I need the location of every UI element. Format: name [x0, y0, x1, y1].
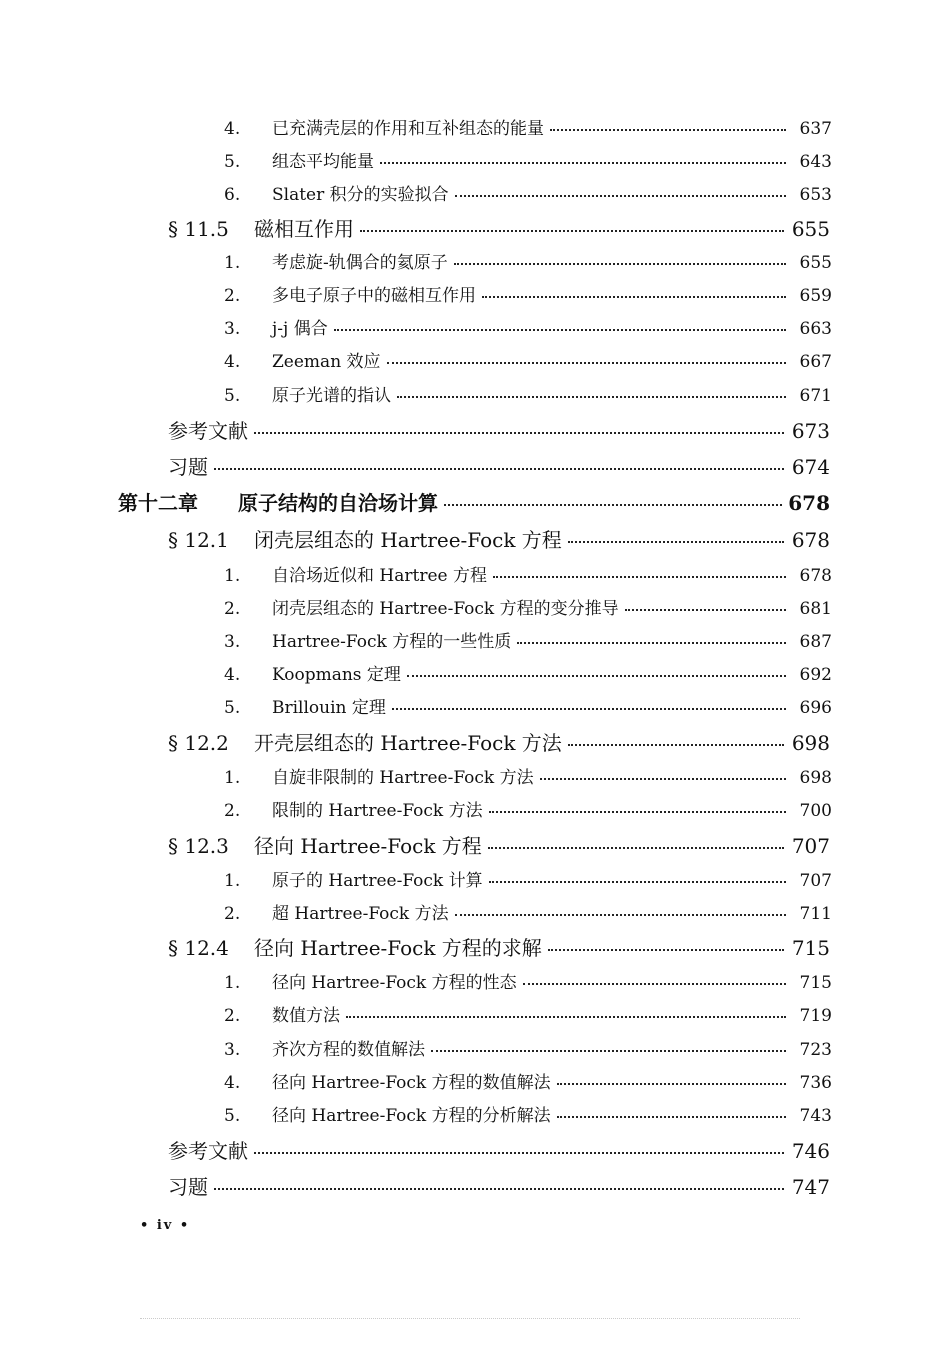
toc-entry — [168, 1171, 830, 1200]
dot-leader — [557, 1083, 786, 1085]
dot-leader — [407, 675, 786, 677]
toc-entry-title: 径向 Hartree-Fock 方程的分析解法 — [272, 1106, 551, 1126]
toc-entry-title: 已充满壳层的作用和互补组态的能量 — [272, 119, 544, 139]
toc-entry — [168, 524, 830, 553]
toc-entry-title: 闭壳层组态的 Hartree-Fock 方程的变分推导 — [272, 599, 619, 619]
toc-entry-number: 1. — [224, 566, 241, 586]
dot-leader — [489, 881, 786, 883]
dot-leader — [557, 1116, 786, 1118]
toc-entry-page: 678 — [799, 566, 832, 586]
toc-entry-number: 2. — [224, 286, 241, 306]
toc-entry-number: 1. — [224, 973, 241, 993]
toc-entry — [224, 968, 832, 993]
toc-entry-page: 678 — [791, 528, 830, 552]
toc-entry-title: 参考文献 — [168, 419, 248, 443]
dot-leader — [455, 914, 786, 916]
toc-entry-title: 习题 — [168, 1175, 208, 1199]
toc-entry-title: 考虑旋-轨偶合的氦原子 — [272, 253, 448, 273]
toc-entry-number: 2. — [224, 904, 241, 924]
toc-entry-page: 743 — [799, 1106, 832, 1126]
toc-entry-number: § 12.2 — [168, 731, 229, 755]
toc-entry-page: 673 — [791, 419, 830, 443]
toc-entry — [168, 213, 830, 242]
toc-entry-page: 707 — [799, 871, 832, 891]
toc-entry-title: 数值方法 — [272, 1006, 340, 1026]
toc-entry — [224, 314, 832, 339]
toc-entry-title: 参考文献 — [168, 1139, 248, 1163]
dot-leader — [517, 642, 786, 644]
dot-leader — [523, 983, 786, 985]
toc-entry-title: Slater 积分的实验拟合 — [272, 185, 449, 205]
toc-entry-number: 5. — [224, 386, 241, 406]
dot-leader — [488, 847, 784, 849]
toc-entry-page: 681 — [799, 599, 832, 619]
dot-leader — [431, 1050, 786, 1052]
toc-entry-number: 2. — [224, 599, 241, 619]
toc-entry — [224, 1001, 832, 1026]
toc-entry-page: 692 — [799, 665, 832, 685]
toc-entry — [224, 660, 832, 685]
toc-entry-page: 723 — [799, 1040, 832, 1060]
toc-entry-page: 736 — [799, 1073, 832, 1093]
toc-entry-number: 4. — [224, 665, 241, 685]
toc-entry — [224, 1101, 832, 1126]
toc-entry-title: Koopmans 定理 — [272, 665, 401, 685]
toc-entry — [224, 866, 832, 891]
toc-entry-page: 696 — [799, 698, 832, 718]
toc-entry-number: 3. — [224, 319, 241, 339]
toc-entry — [224, 693, 832, 718]
toc-entry-page: 707 — [791, 834, 830, 858]
toc-entry-page: 715 — [799, 973, 832, 993]
toc-entry-number: 5. — [224, 152, 241, 172]
toc-entry-title: 原子结构的自洽场计算 — [238, 491, 438, 515]
toc-entry-page: 700 — [799, 801, 832, 821]
toc-entry-title: 习题 — [168, 455, 208, 479]
toc-entry-number: 1. — [224, 768, 241, 788]
dot-leader — [346, 1016, 786, 1018]
dot-leader — [548, 949, 784, 951]
toc-entry-title: 闭壳层组态的 Hartree-Fock 方程 — [254, 528, 562, 552]
dot-leader — [444, 504, 782, 506]
toc-entry-number: 1. — [224, 871, 241, 891]
toc-entry-title: 超 Hartree-Fock 方法 — [272, 904, 449, 924]
dot-leader — [254, 432, 784, 434]
toc-entry-page: 655 — [799, 253, 832, 273]
dot-leader — [334, 329, 786, 331]
toc-entry-number: § 11.5 — [168, 217, 229, 241]
toc-entry-page: 659 — [799, 286, 832, 306]
toc-entry — [224, 347, 832, 372]
toc-entry-page: 671 — [799, 386, 832, 406]
toc-entry-number: 5. — [224, 1106, 241, 1126]
toc-entry-title: 自旋非限制的 Hartree-Fock 方法 — [272, 768, 534, 788]
toc-entry-number: 4. — [224, 352, 241, 372]
toc-entry-page: 687 — [799, 632, 832, 652]
toc-entry-title: 径向 Hartree-Fock 方程的求解 — [254, 936, 542, 960]
toc-entry-number: 2. — [224, 801, 241, 821]
toc-entry-page: 637 — [799, 119, 832, 139]
toc-entry-number: 第十二章 — [118, 491, 198, 515]
dot-leader — [214, 468, 784, 470]
toc-entry-title: Brillouin 定理 — [272, 698, 386, 718]
toc-entry — [224, 594, 832, 619]
toc-entry-title: 原子的 Hartree-Fock 计算 — [272, 871, 483, 891]
dot-leader — [397, 396, 786, 398]
toc-entry-page: 698 — [791, 731, 830, 755]
dot-leader — [380, 162, 786, 164]
toc-entry-title: 齐次方程的数值解法 — [272, 1040, 425, 1060]
toc-entry-page: 663 — [799, 319, 832, 339]
toc-entry-title: Zeeman 效应 — [272, 352, 381, 372]
scan-artifact-line — [140, 1318, 800, 1321]
toc-entry — [168, 451, 830, 480]
toc-entry — [224, 796, 832, 821]
dot-leader — [214, 1188, 784, 1190]
toc-entry — [168, 727, 830, 756]
toc-entry-title: j-j 偶合 — [272, 319, 328, 339]
toc-entry-page: 747 — [791, 1175, 830, 1199]
toc-entry — [168, 415, 830, 444]
toc-entry-number: 6. — [224, 185, 241, 205]
toc-entry-page: 678 — [788, 491, 830, 515]
dot-leader — [568, 744, 784, 746]
toc-entry-number: 4. — [224, 119, 241, 139]
toc-entry-number: 4. — [224, 1073, 241, 1093]
dot-leader — [550, 129, 786, 131]
toc-entry-number: § 12.1 — [168, 528, 229, 552]
toc-entry — [224, 248, 832, 273]
toc-entry — [224, 114, 832, 139]
dot-leader — [360, 230, 784, 232]
toc-entry-title: 多电子原子中的磁相互作用 — [272, 286, 476, 306]
dot-leader — [493, 576, 786, 578]
toc-entry-page: 746 — [791, 1139, 830, 1163]
toc-entry-title: 组态平均能量 — [272, 152, 374, 172]
toc-entry-page: 655 — [791, 217, 830, 241]
toc-entry-number: 3. — [224, 632, 241, 652]
dot-leader — [489, 811, 786, 813]
toc-entry-number: 2. — [224, 1006, 241, 1026]
toc-entry-title: 限制的 Hartree-Fock 方法 — [272, 801, 483, 821]
toc-entry-number: 1. — [224, 253, 241, 273]
toc-entry-page: 643 — [799, 152, 832, 172]
toc-entry-number: § 12.3 — [168, 834, 229, 858]
toc-entry — [224, 561, 832, 586]
toc-entry — [224, 627, 832, 652]
toc-entry-page: 711 — [799, 904, 832, 924]
toc-entry — [118, 487, 830, 516]
dot-leader — [455, 195, 786, 197]
toc-entry-page: 667 — [799, 352, 832, 372]
toc-entry — [168, 830, 830, 859]
dot-leader — [454, 263, 786, 265]
toc-entry — [168, 932, 830, 961]
page-marker: • iv • — [140, 1218, 191, 1233]
toc-entry-title: 原子光谱的指认 — [272, 386, 391, 406]
toc-entry-title: 径向 Hartree-Fock 方程 — [254, 834, 482, 858]
dot-leader — [254, 1152, 784, 1154]
toc-entry-title: Hartree-Fock 方程的一些性质 — [272, 632, 512, 652]
toc-entry-title: 磁相互作用 — [254, 217, 354, 241]
toc-entry — [224, 147, 832, 172]
toc-entry — [224, 1068, 832, 1093]
toc-entry-number: 3. — [224, 1040, 241, 1060]
dot-leader — [392, 708, 786, 710]
dot-leader — [387, 362, 786, 364]
dot-leader — [568, 541, 784, 543]
toc-entry — [224, 180, 832, 205]
toc-entry — [224, 281, 832, 306]
toc-entry-number: § 12.4 — [168, 936, 229, 960]
toc-entry-title: 自洽场近似和 Hartree 方程 — [272, 566, 487, 586]
toc-entry-title: 径向 Hartree-Fock 方程的数值解法 — [272, 1073, 551, 1093]
toc-entry-page: 715 — [791, 936, 830, 960]
toc-entry-title: 径向 Hartree-Fock 方程的性态 — [272, 973, 517, 993]
toc-entry-title: 开壳层组态的 Hartree-Fock 方法 — [254, 731, 562, 755]
toc-entry — [224, 1035, 832, 1060]
toc-entry-page: 698 — [799, 768, 832, 788]
toc-entry — [224, 899, 832, 924]
dot-leader — [625, 609, 786, 611]
toc-entry — [224, 381, 832, 406]
dot-leader — [540, 778, 786, 780]
toc-entry-page: 653 — [799, 185, 832, 205]
toc-entry — [168, 1135, 830, 1164]
toc-entry-number: 5. — [224, 698, 241, 718]
toc-entry-page: 719 — [799, 1006, 832, 1026]
toc-entry — [224, 763, 832, 788]
toc-entry-page: 674 — [791, 455, 830, 479]
dot-leader — [482, 296, 786, 298]
